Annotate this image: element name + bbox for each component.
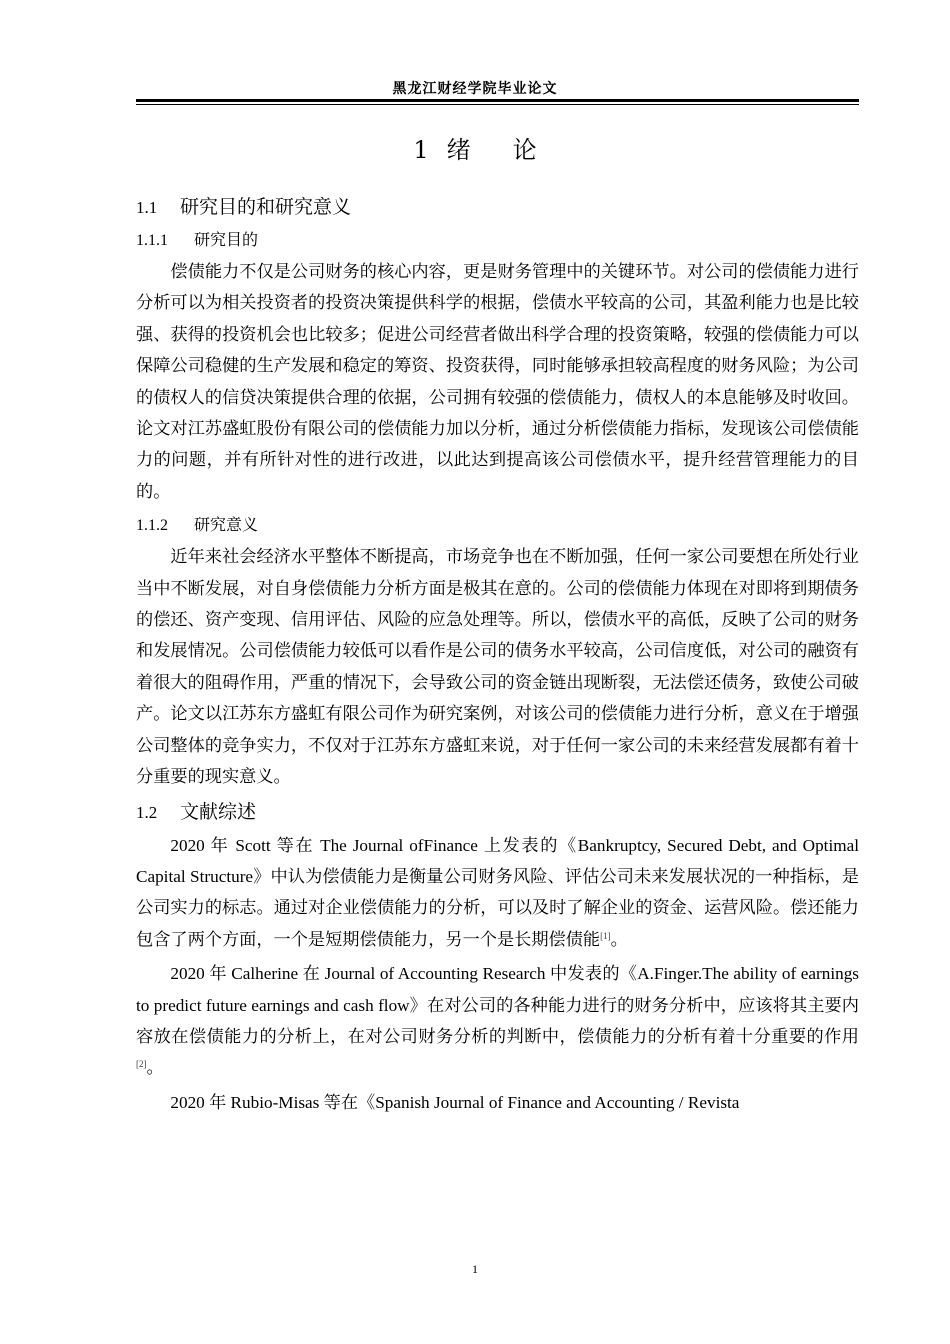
section-heading-1-1 xyxy=(136,190,859,225)
paragraph-literature-2 xyxy=(136,958,859,1084)
section-title: 研究意义 xyxy=(194,515,259,535)
section-heading-1-2 xyxy=(136,795,859,830)
header-rule-thick xyxy=(136,99,859,102)
section-title: 研究目的和研究意义 xyxy=(180,196,352,218)
paragraph-end: 。 xyxy=(610,929,628,949)
section-title: 研究目的 xyxy=(194,230,259,249)
paragraph-text: 2020 年 Rubio-Misas 等在《Spanish Journal of Finance and Accounting / Revista xyxy=(170,1092,740,1112)
paragraph-research-purpose: 偿债能力不仅是公司财务的核心内容，更是财务管理中的关键环节。对公司的偿债能力进行分析可以为相关投资者的投资决策提供科学的根据，偿债水平较高的公司，其盈利能力也是比较强、获得的投资机会也比较多；促进公司经营者做出科学合理的投资策略，较强的偿债能力可以保障公司稳健的生产发展和稳定的筹资、投资获得，同时能够承担较高程度的财务风险；为公司的债权人的信贷决策提供合理的依据，公司拥有较强的偿债能力，债权人的本息能够及时收回。论文对江苏盛虹股份有限公司的偿债能力加以分析，通过分析偿债能力指标，发现该公司偿债能力的问题，并有所针对性的进行改进，以此达到提高该公司偿债水平，提升经营管理能力的目的。 xyxy=(136,262,859,501)
section-number: 1.1.1 xyxy=(136,232,168,249)
page-number: 1 xyxy=(472,1262,478,1276)
section-number: 1.2 xyxy=(136,802,158,822)
running-header: 黑龙江财经学院毕业论文 xyxy=(392,81,558,97)
page-body xyxy=(136,188,859,1118)
section-number: 1.1.2 xyxy=(136,517,168,535)
chapter-number: 1 xyxy=(413,136,429,164)
paragraph-literature-1 xyxy=(136,830,859,956)
section-heading-1-1-1 xyxy=(136,225,859,256)
paragraph-text: 2020 年 Calherine 在 Journal of Accounting Research 中发表的《A.Finger.The ability of earnings to predict future earnings and cash flow》在对公司的各种能力进行的财务分析中，应该将其主要内容放在偿债能力的分析上，在对公司财务分析的判断中，偿债能力的分析有着十分重要的作用 xyxy=(136,964,859,1046)
header-rule-thin xyxy=(136,104,859,105)
section-number: 1.1 xyxy=(136,198,158,217)
paragraph-literature-3 xyxy=(136,1087,859,1118)
chapter-title xyxy=(0,134,950,166)
section-heading-1-1-2 xyxy=(136,510,859,541)
citation-ref[interactable]: [1] xyxy=(600,930,611,941)
citation-ref[interactable]: [2] xyxy=(136,1059,147,1070)
paragraph-research-significance: 近年来社会经济水平整体不断提高，市场竞争也在不断加强，任何一家公司要想在所处行业当中不断发展，对自身偿债能力分析方面是极其在意的。公司的偿债能力体现在对即将到期债务的偿还、资产变现、信用评估、风险的应急处理等。所以，偿债水平的高低，反映了公司的财务和发展情况。公司偿债能力较低可以看作是公司的债务水平较高，公司信度低，对公司的融资有着很大的阻碍作用，严重的情况下，会导致公司的资金链出现断裂，无法偿还债务，致使公司破产。论文以江苏东方盛虹有限公司作为研究案例，对该公司的偿债能力进行分析，意义在于增强公司整体的竞争实力，不仅对于江苏东方盛虹来说，对于任何一家公司的未来经营发展都有着十分重要的现实意义。 xyxy=(136,547,859,787)
chapter-title-part2: 论 xyxy=(512,136,537,164)
paragraph-text: 2020 年 Scott 等在 The Journal ofFinance 上发表的《Bankruptcy, Secured Debt, and Optimal Capital Structure》中认为偿债能力是衡量公司财务风险、评估公司未来发展状况的一种指标，是公司实力的标志。通过对企业偿债能力的分析，可以及时了解企业的资金、运营风险。偿还能力包含了两个方面，一个是短期偿债能力，另一个是长期偿债能 xyxy=(136,835,859,949)
section-title: 文献综述 xyxy=(180,800,257,823)
chapter-title-part1: 绪 xyxy=(446,136,471,164)
paragraph-end: 。 xyxy=(146,1058,164,1078)
